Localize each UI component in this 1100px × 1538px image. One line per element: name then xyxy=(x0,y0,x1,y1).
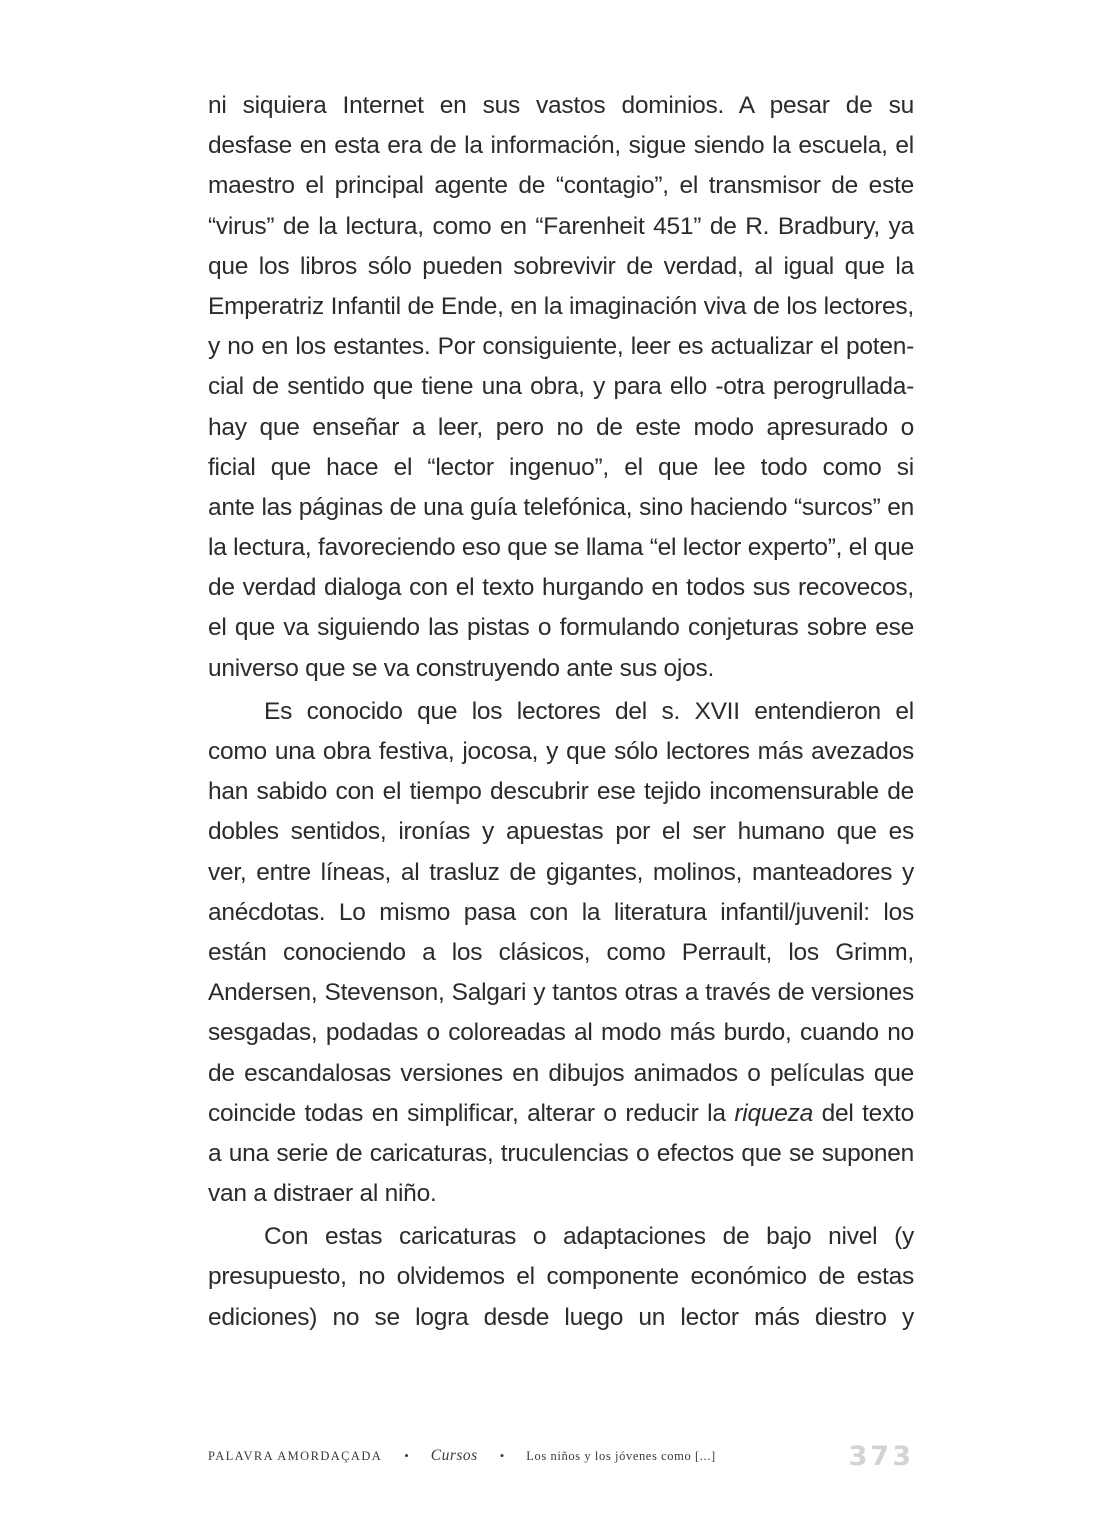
text-line: ver, entre líneas, al trasluz de gigantes, molinos, manteadores y xyxy=(208,858,914,886)
line-text-before: coincide todas en simplificar, alterar o reducir la xyxy=(208,1099,735,1127)
body-text xyxy=(208,86,914,1338)
text-line: la lectura, favoreciendo eso que se llama “el lector experto”, el que xyxy=(208,534,914,562)
text-line-with-emphasis xyxy=(208,1094,914,1134)
paragraph-first-line: Es conocido que los lectores del s. XVII entendieron el xyxy=(264,697,914,725)
text-line: como una obra festiva, jocosa, y que sólo lectores más avezados xyxy=(208,738,914,765)
bullet-separator: • xyxy=(404,1448,409,1463)
text-line: están conociendo a los clásicos, como Perrault, los Grimm, xyxy=(208,938,914,966)
article-running-title: Los niños y los jóvenes como [...] xyxy=(526,1448,716,1463)
text-line: ediciones) no se logra desde luego un lector más diestro y xyxy=(208,1303,914,1331)
text-line: que los libros sólo pueden sobrevivir de verdad, al igual que la xyxy=(208,252,914,280)
page-footer xyxy=(208,1436,914,1476)
text-line: cial de sentido que tiene una obra, y para ello -otra perogrullada- xyxy=(208,373,914,401)
text-line: hay que enseñar a leer, pero no de este modo apresurado o xyxy=(208,413,914,441)
text-line: dobles sentidos, ironías y apuestas por el ser humano que es xyxy=(208,818,914,846)
paragraph-first-line: Con estas caricaturas o adaptaciones de bajo nivel (y xyxy=(264,1223,914,1251)
text-line: ante las páginas de una guía telefónica, sino haciendo “surcos” en xyxy=(208,493,914,521)
text-line: anécdotas. Lo mismo pasa con la literatura infantil/juvenil: los xyxy=(208,898,914,926)
text-line: maestro el principal agente de “contagio”, el transmisor de este xyxy=(208,172,914,200)
emphasis-text: riqueza xyxy=(734,1099,813,1127)
text-line: sesgadas, podadas o coloreadas al modo más burdo, cuando no xyxy=(208,1019,914,1047)
text-line: a una serie de caricaturas, truculencias o efectos que se suponen xyxy=(208,1139,914,1167)
text-line: “virus” de la lectura, como en “Farenheit 451” de R. Bradbury, ya xyxy=(208,212,914,240)
text-line: el que va siguiendo las pistas o formulando conjeturas sobre ese xyxy=(208,614,914,642)
text-line: ni siquiera Internet en sus vastos dominios. A pesar de su xyxy=(208,92,914,119)
section-title: Cursos xyxy=(430,1447,478,1464)
text-line: y no en los estantes. Por consiguiente, leer es actualizar el poten- xyxy=(208,333,914,361)
text-line: de escandalosas versiones en dibujos animados o películas que xyxy=(208,1059,914,1087)
page-number: 373 xyxy=(848,1440,914,1472)
text-line: ficial que hace el “lector ingenuo”, el que lee todo como si xyxy=(208,453,914,481)
text-line: de verdad dialoga con el texto hurgando en todos sus recovecos, xyxy=(208,574,914,602)
text-line: Emperatriz Infantil de Ende, en la imaginación viva de los lectores, xyxy=(208,292,914,320)
text-line: Andersen, Stevenson, Salgari y tantos otras a través de versiones xyxy=(208,979,914,1007)
text-line: universo que se va construyendo ante sus ojos. xyxy=(208,654,715,682)
bullet-separator: • xyxy=(499,1448,505,1463)
text-line: van a distraer al niño. xyxy=(208,1180,437,1208)
text-line: han sabido con el tiempo descubrir ese tejido incomensurable de xyxy=(208,778,914,806)
journal-title: PALAVRA AMORDAÇADA xyxy=(208,1448,383,1463)
text-line: desfase en esta era de la información, sigue siendo la escuela, el xyxy=(208,132,914,160)
text-line: presupuesto, no olvidemos el componente económico de estas xyxy=(208,1263,914,1291)
line-text-after: del texto xyxy=(812,1099,914,1127)
